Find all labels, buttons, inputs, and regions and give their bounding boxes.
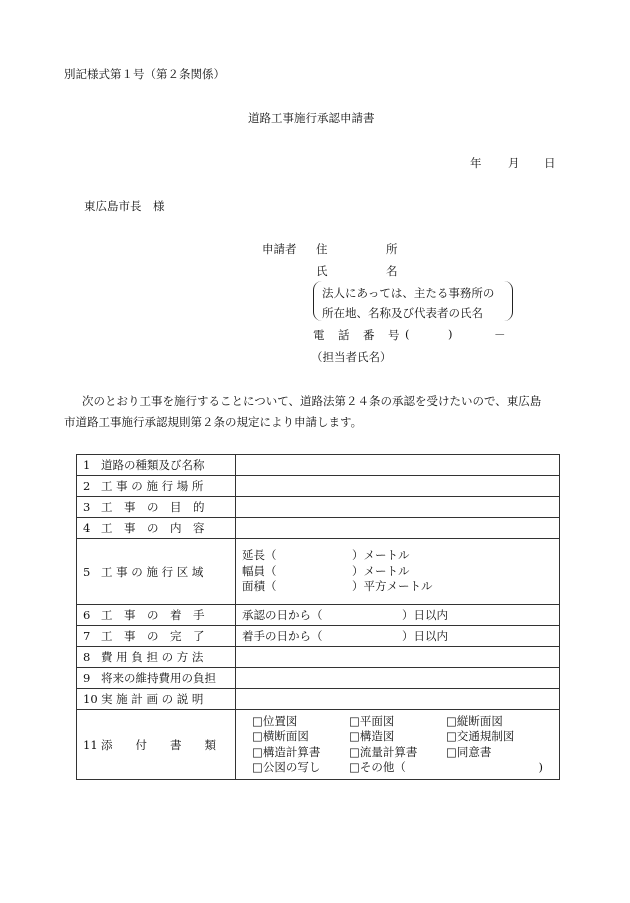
plan-description-field[interactable] bbox=[236, 689, 560, 710]
width-label: 幅員（ bbox=[242, 563, 277, 578]
work-start-field[interactable] bbox=[236, 605, 560, 626]
length-unit: ）メートル bbox=[352, 548, 410, 563]
work-content-field[interactable] bbox=[236, 518, 560, 539]
table-row bbox=[77, 539, 560, 605]
phone-char-1: 電 bbox=[313, 328, 325, 342]
start-pre: 承認の日から（ bbox=[242, 608, 323, 622]
end-post: ）日以内 bbox=[402, 629, 448, 643]
application-table bbox=[76, 454, 560, 780]
contact-name-label: （担当者氏名） bbox=[311, 350, 392, 364]
row-label: 実 施 計 画 の 説 明 bbox=[101, 692, 204, 706]
phone-dash: － bbox=[494, 328, 506, 342]
attach-plan-view-checkbox[interactable]: □平面図 bbox=[349, 713, 395, 728]
applicant-label: 申請者 bbox=[262, 242, 297, 256]
table-row bbox=[77, 647, 560, 668]
row-number: 8 bbox=[83, 650, 91, 664]
name-label-a: 氏 bbox=[316, 264, 328, 278]
table-row bbox=[77, 476, 560, 497]
attach-consent-form-checkbox[interactable]: □同意書 bbox=[446, 744, 492, 759]
addressee: 東広島市長 様 bbox=[84, 199, 165, 213]
work-purpose-field[interactable] bbox=[236, 497, 560, 518]
attach-flow-calc-checkbox[interactable]: □流量計算書 bbox=[349, 744, 418, 759]
address-label-b: 所 bbox=[386, 242, 398, 256]
table-row bbox=[77, 605, 560, 626]
row-number: 11 bbox=[83, 737, 98, 752]
table-row bbox=[77, 626, 560, 647]
name-label-b: 名 bbox=[386, 264, 398, 278]
row-number: 10 bbox=[83, 692, 98, 706]
attachments-field bbox=[236, 710, 560, 780]
table-row bbox=[77, 689, 560, 710]
row-number: 7 bbox=[83, 629, 91, 643]
row-number: 6 bbox=[83, 608, 91, 622]
body-text-line-2: 市道路工事施行承認規則第２条の規定により申請します。 bbox=[64, 415, 363, 429]
row-label: 工 事 の 施 行 区 域 bbox=[101, 564, 204, 579]
attach-structure-drawing-checkbox[interactable]: □構造図 bbox=[349, 729, 395, 743]
row-number: 9 bbox=[83, 671, 91, 685]
width-unit: ）メートル bbox=[352, 563, 410, 578]
table-row bbox=[77, 710, 560, 780]
work-location-field[interactable] bbox=[236, 476, 560, 497]
length-label: 延長（ bbox=[242, 548, 277, 563]
table-row bbox=[77, 668, 560, 689]
row-number: 1 bbox=[83, 458, 91, 472]
row-number: 4 bbox=[83, 521, 91, 535]
address-label-a: 住 bbox=[316, 242, 328, 256]
attach-structural-calc-checkbox[interactable]: □構造計算書 bbox=[252, 744, 321, 759]
work-area-field[interactable] bbox=[236, 539, 560, 605]
start-post: ）日以内 bbox=[402, 608, 448, 622]
attach-other-checkbox[interactable]: □その他（ bbox=[349, 760, 406, 774]
phone-char-4: 号 bbox=[388, 328, 400, 342]
row-label: 道路の種類及び名称 bbox=[101, 458, 205, 472]
maintenance-cost-field[interactable] bbox=[236, 668, 560, 689]
page-title: 道路工事施行承認申請書 bbox=[248, 111, 375, 125]
row-label: 工 事 の 目 的 bbox=[101, 500, 205, 514]
row-label: 工 事 の 完 了 bbox=[101, 629, 205, 643]
form-label: 別記様式第１号（第２条関係） bbox=[64, 67, 225, 81]
row-number: 3 bbox=[83, 500, 91, 514]
row-label: 工 事 の 施 行 場 所 bbox=[101, 479, 204, 493]
row-number: 2 bbox=[83, 479, 91, 493]
row-label: 添 付 書 類 bbox=[101, 737, 216, 752]
attach-cadastral-copy-checkbox[interactable]: □公図の写し bbox=[252, 760, 321, 774]
phone-char-2: 話 bbox=[338, 328, 350, 342]
body-text-line-1: 次のとおり工事を施行することについて、道路法第２４条の承認を受けたいので、東広島 bbox=[82, 394, 542, 408]
end-pre: 着手の日から（ bbox=[242, 629, 323, 643]
note-line-2: 所在地、名称及び代表者の氏名 bbox=[322, 306, 483, 320]
phone-close-paren: ) bbox=[448, 327, 453, 341]
row-label: 工 事 の 着 手 bbox=[101, 608, 205, 622]
note-line-1: 法人にあっては、主たる事務所の bbox=[322, 286, 495, 300]
attach-location-map-checkbox[interactable]: □位置図 bbox=[252, 713, 298, 728]
row-number: 5 bbox=[83, 564, 91, 579]
area-unit: ）平方メートル bbox=[352, 579, 433, 594]
date-month: 月 bbox=[508, 156, 520, 170]
phone-open-paren: ( bbox=[405, 327, 410, 341]
attach-longitudinal-section-checkbox[interactable]: □縦断面図 bbox=[446, 713, 503, 728]
row-label: 費 用 負 担 の 方 法 bbox=[101, 650, 204, 664]
attach-other-close: ) bbox=[538, 760, 543, 774]
phone-char-3: 番 bbox=[363, 328, 375, 342]
date-year: 年 bbox=[470, 156, 482, 170]
road-name-field[interactable] bbox=[236, 455, 560, 476]
date-day: 日 bbox=[544, 156, 556, 170]
table-row bbox=[77, 518, 560, 539]
work-end-field[interactable] bbox=[236, 626, 560, 647]
table-row bbox=[77, 455, 560, 476]
cost-burden-field[interactable] bbox=[236, 647, 560, 668]
attach-cross-section-checkbox[interactable]: □横断面図 bbox=[252, 729, 309, 743]
area-label: 面積（ bbox=[242, 579, 277, 594]
attach-traffic-control-checkbox[interactable]: □交通規制図 bbox=[446, 729, 515, 743]
row-label: 工 事 の 内 容 bbox=[101, 521, 205, 535]
table-row bbox=[77, 497, 560, 518]
row-label: 将来の維持費用の負担 bbox=[101, 671, 216, 685]
